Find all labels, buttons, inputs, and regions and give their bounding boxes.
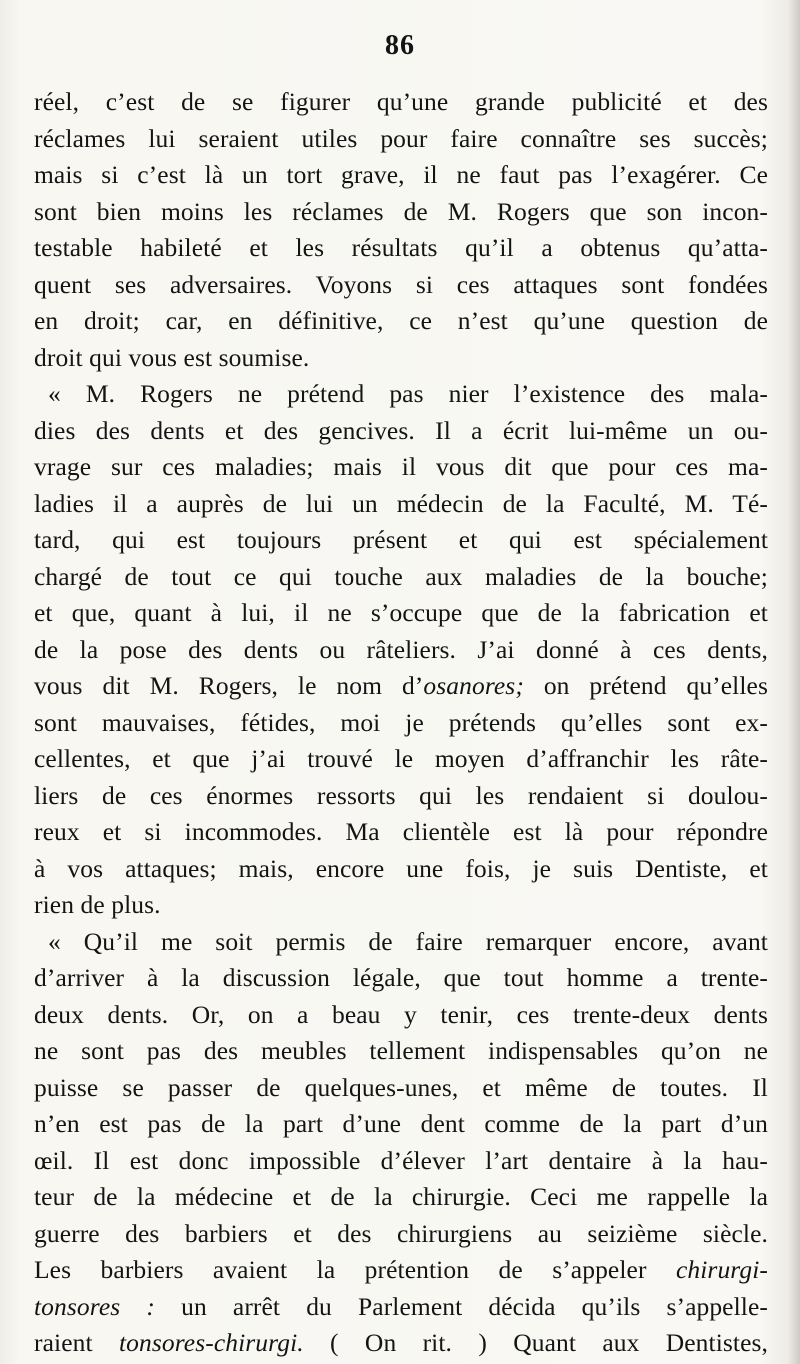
italic-term: osanores; bbox=[423, 671, 524, 700]
text-line: œil. Il est donc impossible d’élever l’art dentaire à la hau- bbox=[34, 1145, 768, 1175]
italic-term: tonsores-chirurgi. bbox=[118, 1328, 304, 1357]
page-edge-shadow bbox=[788, 0, 800, 1364]
text-line: sont mauvaises, fétides, moi je prétends qu’elles sont ex- bbox=[34, 707, 768, 737]
text-line bbox=[34, 1252, 768, 1289]
text-line: à vos attaques; mais, encore une fois, je suis Dentiste, et bbox=[34, 853, 768, 883]
text-line: vrage sur ces maladies; mais il vous dit que pour ces ma- bbox=[34, 452, 768, 481]
text-line: testable habileté et les résultats qu’il a obtenus qu’atta- bbox=[34, 233, 768, 262]
text-line: guerre des barbiers et des chirurgiens au seizième siècle. bbox=[34, 1218, 768, 1248]
text-line: d’arriver à la discussion légale, que tout homme a trente- bbox=[34, 963, 768, 992]
text-line: tard, qui est toujours présent et qui est spécialement bbox=[34, 525, 768, 554]
text-line: sont bien moins les réclames de M. Rogers que son incon- bbox=[34, 196, 768, 226]
text-line: n’en est pas de la part d’une dent comme de la part d’un bbox=[34, 1109, 768, 1138]
body-text bbox=[34, 84, 768, 1362]
italic-term: tonsores : bbox=[34, 1291, 155, 1321]
text-line: cellentes, et que j’ai trouvé le moyen d’affranchir les râte- bbox=[34, 744, 768, 773]
text-line: quent ses adversaires. Voyons si ces attaques sont fondées bbox=[34, 269, 768, 299]
text-line: rien de plus. bbox=[34, 890, 161, 919]
text-line: « M. Rogers ne prétend pas nier l’existence des mala- bbox=[48, 379, 768, 408]
text-line: mais si c’est là un tort grave, il ne faut pas l’exagérer. Ce bbox=[34, 160, 768, 189]
italic-term: chirurgi- bbox=[675, 1255, 768, 1284]
text-line: de la pose des dents ou râteliers. J’ai donné à ces dents, bbox=[34, 634, 768, 664]
text-line: réel, c’est de se figurer qu’une grande publicité et des bbox=[34, 87, 768, 116]
text-line: puisse se passer de quelques-unes, et même de toutes. Il bbox=[34, 1072, 768, 1102]
text-line: chargé de tout ce qui touche aux maladies de la bouche; bbox=[34, 561, 768, 591]
text-line: ne sont pas des meubles tellement indispensables qu’on ne bbox=[34, 1036, 768, 1065]
text-line: deux dents. Or, on a beau y tenir, ces trente-deux dents bbox=[34, 999, 768, 1029]
text-line: et que, quant à lui, il ne s’occupe que de la fabrication et bbox=[34, 598, 768, 627]
text-line: teur de la médecine et de la chirurgie. Ceci me rappelle la bbox=[34, 1182, 768, 1211]
text-line: dies des dents et des gencives. Il a écrit lui-même un ou- bbox=[34, 415, 768, 445]
text-line bbox=[34, 1289, 768, 1326]
text-segment: raient bbox=[34, 1328, 119, 1357]
text-line bbox=[34, 668, 768, 705]
text-line bbox=[34, 1325, 768, 1362]
text-segment: un arrêt du Parlement décida qu’ils s’appelle- bbox=[154, 1291, 768, 1321]
page-number: 86 bbox=[385, 30, 415, 61]
text-line: reux et si incommodes. Ma clientèle est là pour répondre bbox=[34, 817, 768, 846]
text-segment: Les barbiers avaient la prétention de s’appeler bbox=[34, 1255, 676, 1284]
text-line: liers de ces énormes ressorts qui les rendaient si doulou- bbox=[34, 780, 768, 810]
text-line: « Qu’il me soit permis de faire remarquer encore, avant bbox=[48, 926, 768, 956]
text-line: en droit; car, en définitive, ce n’est qu’une question de bbox=[34, 306, 768, 335]
text-line: droit qui vous est soumise. bbox=[34, 342, 310, 372]
text-segment: on prétend qu’elles bbox=[523, 671, 768, 700]
text-line: ladies il a auprès de lui un médecin de la Faculté, M. Té- bbox=[34, 488, 768, 518]
text-segment: vous dit M. Rogers, le nom d’ bbox=[34, 671, 424, 700]
text-segment: ( On rit. ) Quant aux Dentistes, bbox=[303, 1328, 769, 1357]
text-line: réclames lui seraient utiles pour faire connaître ses succès; bbox=[34, 123, 768, 153]
